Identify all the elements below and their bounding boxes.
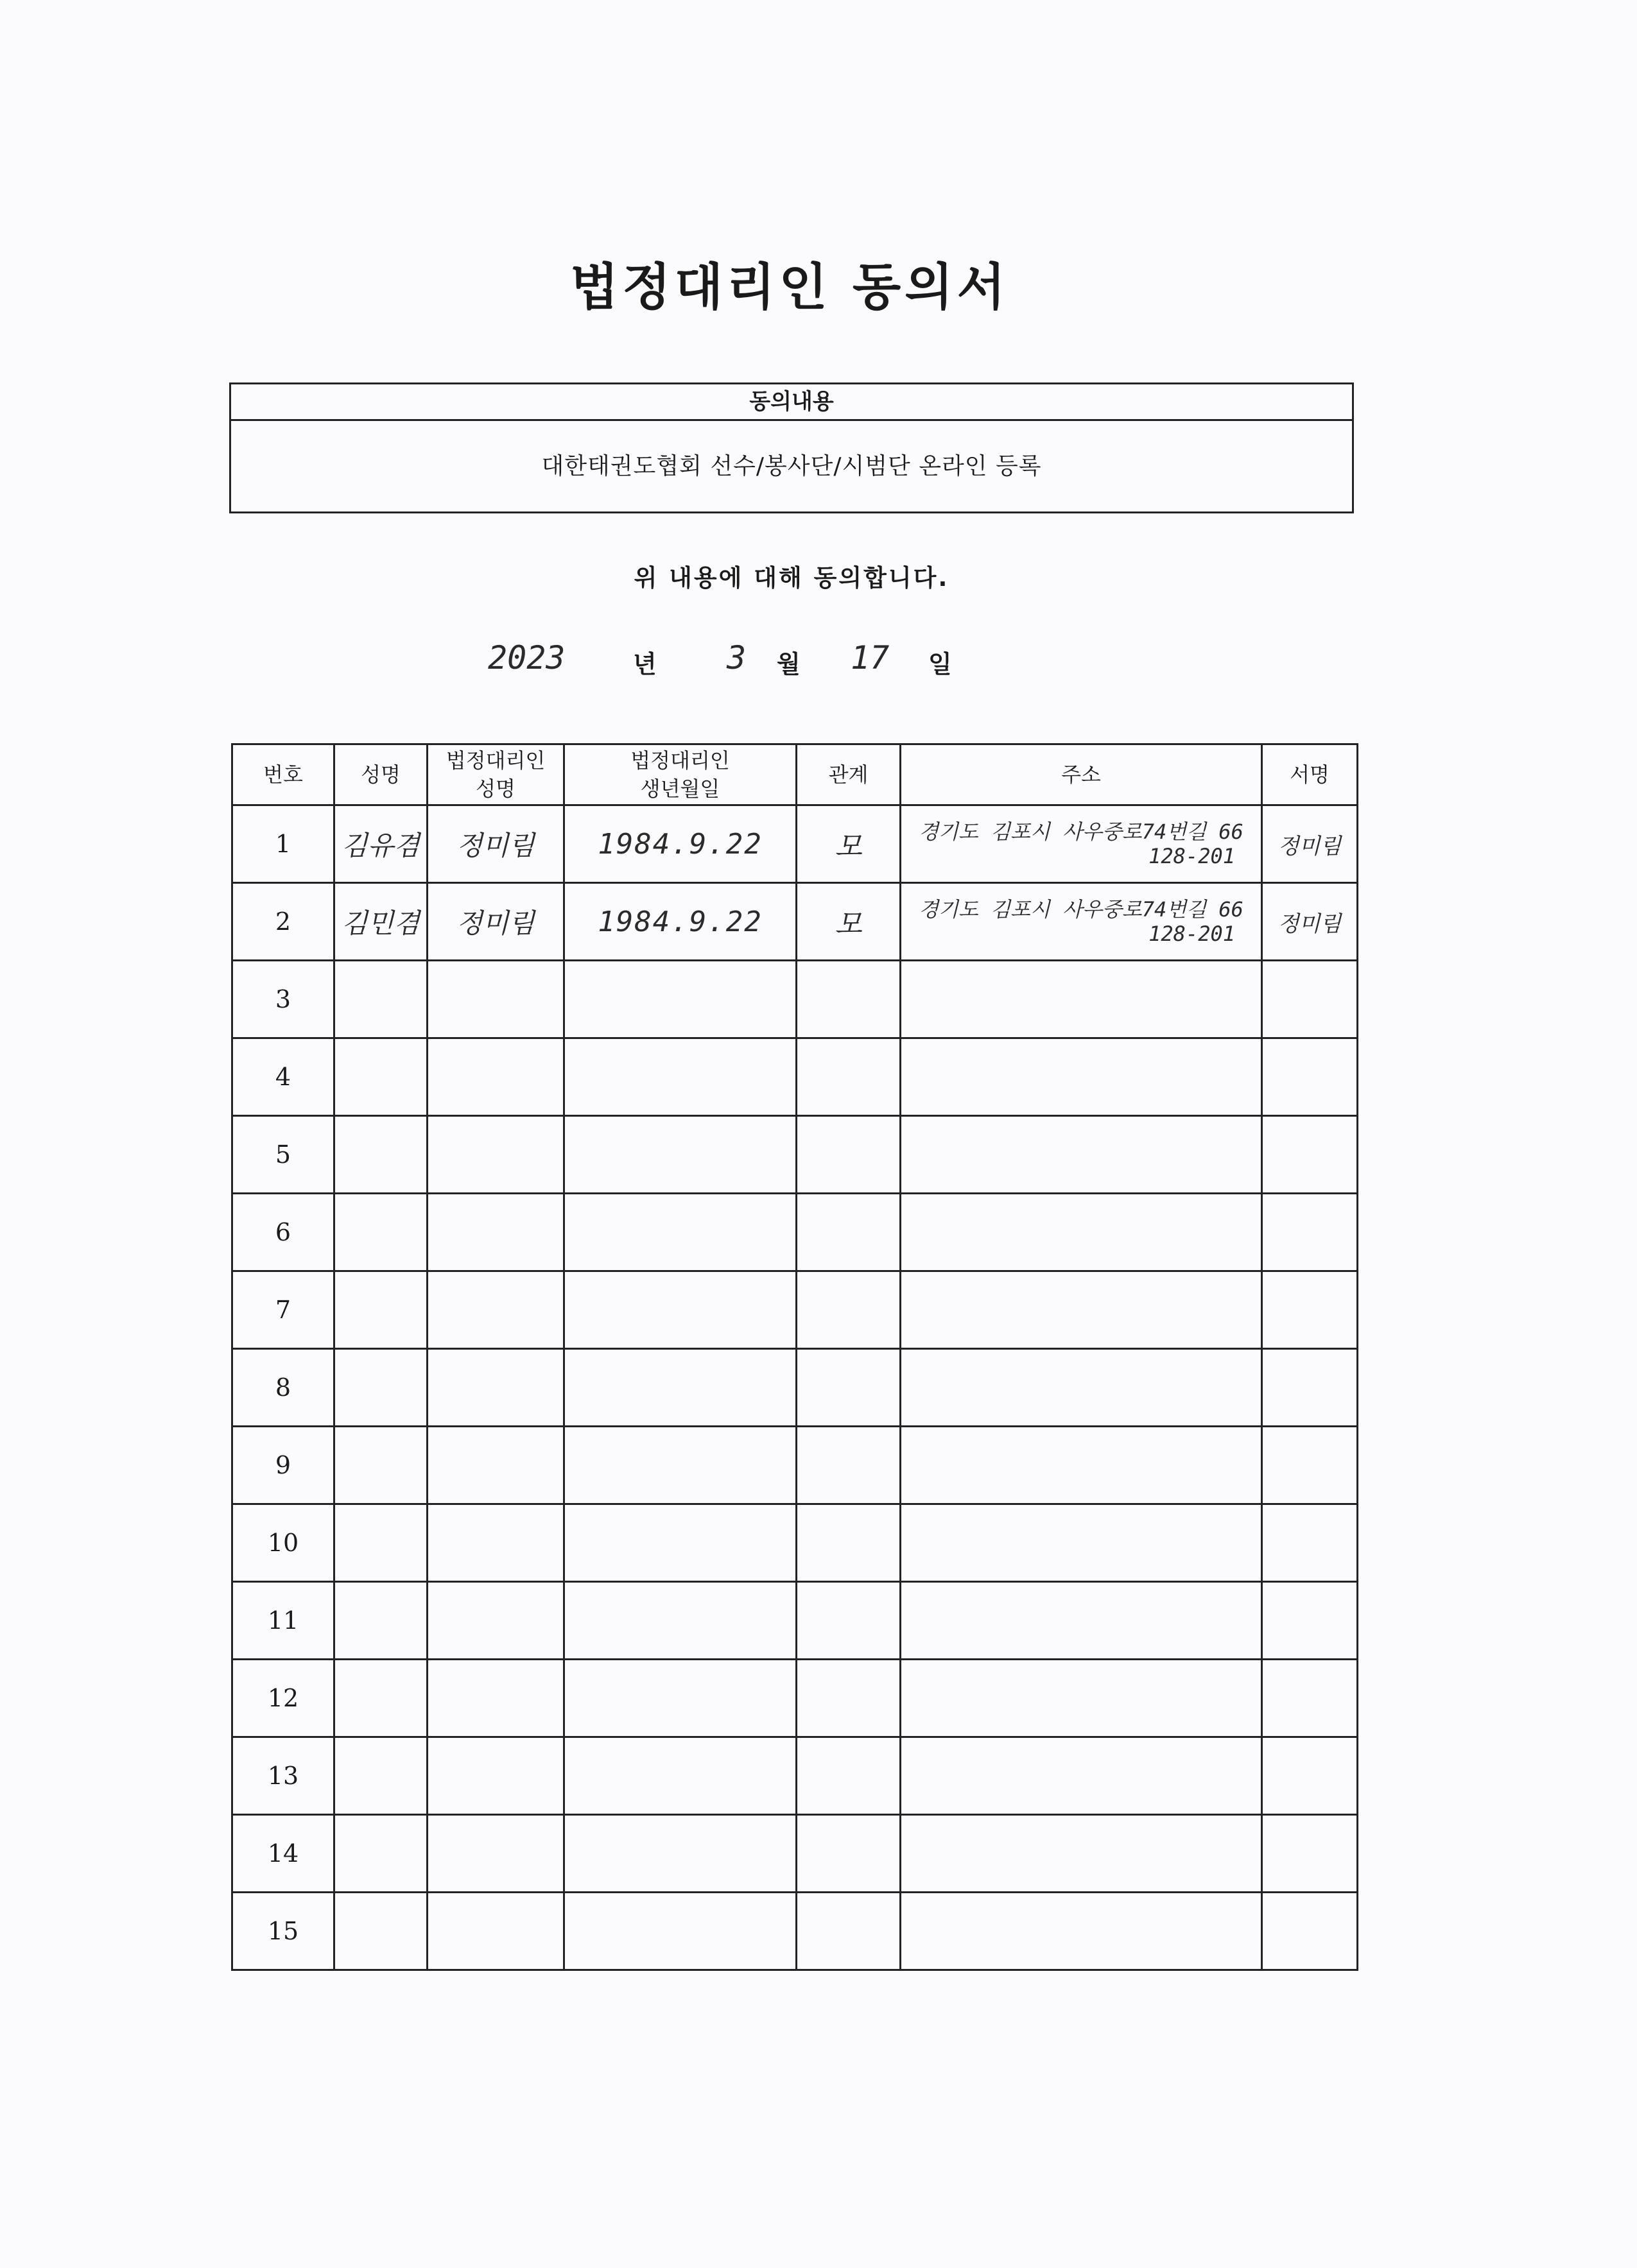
row-name [334,1893,428,1970]
row-address [901,1349,1262,1427]
row-address [901,805,1262,883]
row-address [901,1893,1262,1970]
row-guardian-birth [564,1427,797,1504]
row-guardian-birth [564,1349,797,1427]
consent-box [229,382,1354,513]
row-name [334,1737,428,1815]
row-name [334,1427,428,1504]
row-address [901,1194,1262,1271]
row-guardian-name [428,1660,564,1737]
table-row [232,1271,1358,1349]
row-signature [1262,1349,1358,1427]
row-guardian-name [428,1582,564,1660]
row-number: 6 [232,1194,334,1271]
row-guardian-birth [564,1893,797,1970]
row-guardian-birth-value: 1984.9.22 [598,827,763,861]
row-number: 10 [232,1504,334,1582]
row-address [901,883,1262,961]
row-relation [797,883,901,961]
date-year-label: 년 [633,650,657,678]
header-guardian-name-line2: 성명 [476,777,515,801]
table-row [232,1038,1358,1116]
row-signature [1262,805,1358,883]
row-signature [1262,961,1358,1038]
row-name [334,1038,428,1116]
row-number: 3 [232,961,334,1038]
row-guardian-name [428,1504,564,1582]
row-guardian-birth [564,883,797,961]
row-name [334,1660,428,1737]
row-guardian-name [428,883,564,961]
row-signature [1262,1271,1358,1349]
row-guardian-name [428,1893,564,1970]
row-name [334,883,428,961]
row-relation [797,1427,901,1504]
table-row [232,1427,1358,1504]
row-guardian-name [428,1815,564,1893]
row-guardian-name [428,1737,564,1815]
row-address [901,1815,1262,1893]
row-guardian-birth [564,1504,797,1582]
table-row [232,1660,1358,1737]
row-address [901,961,1262,1038]
row-number: 11 [232,1582,334,1660]
row-number: 12 [232,1660,334,1737]
header-address: 주소 [901,744,1262,805]
row-address-line2: 128-201 [1148,922,1235,946]
table-row [232,1504,1358,1582]
row-name [334,1815,428,1893]
row-signature [1262,883,1358,961]
row-guardian-birth [564,1582,797,1660]
page-title: 법정대리인 동의서 [570,259,1009,316]
row-signature [1262,1038,1358,1116]
row-name [334,1194,428,1271]
table-row [232,1349,1358,1427]
row-signature [1262,1582,1358,1660]
row-guardian-name [428,1349,564,1427]
row-guardian-birth [564,961,797,1038]
row-relation [797,1893,901,1970]
row-name-value: 김민겸 [342,907,420,939]
row-signature [1262,1427,1358,1504]
row-number: 7 [232,1271,334,1349]
table-row [232,883,1358,961]
row-guardian-name [428,1116,564,1194]
table-header-row [232,744,1358,805]
row-guardian-name [428,961,564,1038]
row-relation [797,1271,901,1349]
row-signature [1262,1194,1358,1271]
row-name [334,1116,428,1194]
row-address [901,1582,1262,1660]
row-guardian-name-value: 정미림 [456,830,535,861]
row-number: 4 [232,1038,334,1116]
header-guardian-name-line1: 법정대리인 [446,748,546,773]
date-month: 3 [727,639,747,676]
date-year: 2023 [488,639,566,676]
row-relation [797,1038,901,1116]
row-guardian-name [428,1427,564,1504]
consent-header: 동의내용 [231,384,1352,421]
row-relation [797,805,901,883]
row-relation [797,961,901,1038]
table-row [232,1116,1358,1194]
row-relation [797,1116,901,1194]
table-row [232,1737,1358,1815]
row-guardian-birth-value: 1984.9.22 [598,905,763,938]
row-relation-value: 모 [835,830,862,863]
row-signature [1262,1660,1358,1737]
row-signature-value: 정미림 [1278,833,1342,859]
row-guardian-birth [564,1194,797,1271]
row-name [334,1349,428,1427]
row-address [901,1271,1262,1349]
row-name [334,1582,428,1660]
row-signature [1262,1504,1358,1582]
row-signature [1262,1893,1358,1970]
row-relation [797,1194,901,1271]
row-relation [797,1815,901,1893]
header-no: 번호 [232,744,334,805]
row-relation [797,1582,901,1660]
row-address-line2: 128-201 [1148,844,1235,868]
header-guardian-birth-line2: 생년월일 [640,777,720,801]
row-relation [797,1349,901,1427]
row-guardian-birth [564,1271,797,1349]
table-row [232,961,1358,1038]
row-number: 1 [232,805,334,883]
row-address-line1: 경기도 김포시 사우중로74번길 66 [919,897,1243,922]
row-guardian-birth [564,1116,797,1194]
row-address-line1: 경기도 김포시 사우중로74번길 66 [919,820,1243,844]
header-name: 성명 [334,744,428,805]
agree-text: 위 내용에 대해 동의합니다. [634,564,949,592]
date-row [0,635,1637,693]
row-guardian-name [428,805,564,883]
header-signature: 서명 [1262,744,1358,805]
table-row [232,1582,1358,1660]
date-day-label: 일 [928,650,952,678]
guardian-table [231,743,1356,1971]
row-guardian-name [428,1271,564,1349]
row-number: 2 [232,883,334,961]
row-guardian-birth [564,805,797,883]
row-name [334,1504,428,1582]
row-signature-value: 정미림 [1278,911,1342,937]
date-day: 17 [851,639,890,676]
row-number: 5 [232,1116,334,1194]
row-guardian-birth [564,1660,797,1737]
row-name [334,1271,428,1349]
header-guardian-birth [564,744,797,805]
table-row [232,1893,1358,1970]
row-address [901,1504,1262,1582]
row-address [901,1427,1262,1504]
row-name-value: 김유겸 [342,830,420,861]
row-name [334,961,428,1038]
consent-body: 대한태권도협회 선수/봉사단/시범단 온라인 등록 [541,453,1042,479]
row-signature [1262,1737,1358,1815]
row-number: 9 [232,1427,334,1504]
row-signature [1262,1815,1358,1893]
header-guardian-birth-line1: 법정대리인 [630,748,730,773]
row-guardian-birth [564,1737,797,1815]
table-row [232,805,1358,883]
row-relation [797,1737,901,1815]
row-relation [797,1660,901,1737]
row-guardian-name-value: 정미림 [456,907,535,939]
people-table [231,743,1358,1971]
row-guardian-name [428,1038,564,1116]
row-guardian-birth [564,1815,797,1893]
row-relation [797,1504,901,1582]
row-guardian-name [428,1194,564,1271]
header-relation: 관계 [797,744,901,805]
row-address [901,1660,1262,1737]
table-row [232,1815,1358,1893]
row-address [901,1116,1262,1194]
row-signature [1262,1116,1358,1194]
row-number: 13 [232,1737,334,1815]
table-row [232,1194,1358,1271]
row-name [334,805,428,883]
row-number: 14 [232,1815,334,1893]
row-address [901,1038,1262,1116]
row-number: 15 [232,1893,334,1970]
row-number: 8 [232,1349,334,1427]
row-guardian-birth [564,1038,797,1116]
row-address [901,1737,1262,1815]
row-relation-value: 모 [835,908,862,941]
date-month-label: 월 [777,650,801,678]
header-guardian-name [428,744,564,805]
